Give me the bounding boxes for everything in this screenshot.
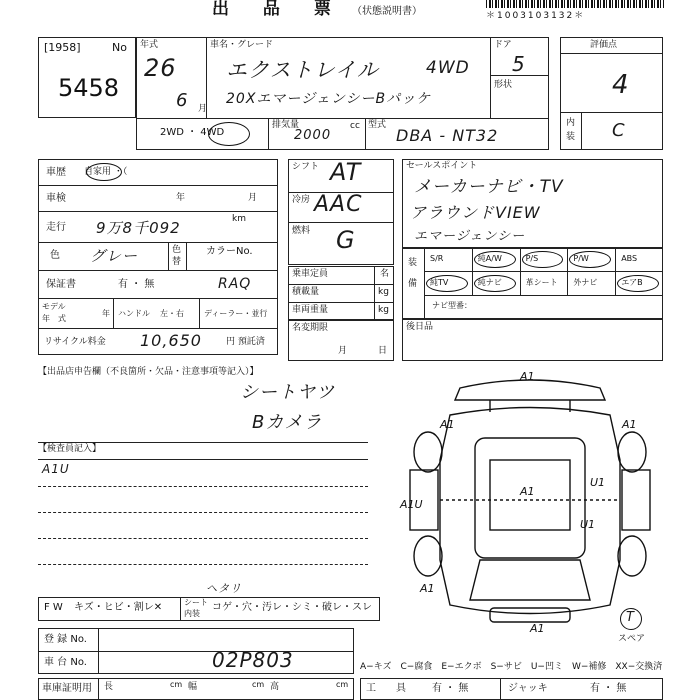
- shape-label: 形状: [494, 80, 513, 90]
- equip-row1-item-2: P/S: [525, 254, 539, 263]
- equip-row2-item-3: 外ナビ: [573, 278, 598, 287]
- displacement-value: 2000: [294, 128, 332, 143]
- displacement-label: 排気量: [272, 120, 300, 130]
- car-cabin: [475, 438, 585, 558]
- details-box: [38, 159, 278, 355]
- wheel-front-left: [414, 536, 442, 576]
- seat-label-2: 内装: [184, 609, 200, 618]
- damage-mark-8: A1: [530, 622, 545, 635]
- fuel-value: G: [336, 226, 356, 254]
- mileage-unit: km: [232, 214, 246, 224]
- inspector-label: 【検査員記入】: [38, 444, 102, 454]
- sales-line-1: メーカーナビ・TV: [414, 177, 564, 197]
- drive-options: 2WD ・ 4WD: [160, 127, 225, 138]
- drive-value: 4WD: [426, 58, 470, 78]
- navi-model-label: ナビ型番：: [432, 301, 472, 310]
- later-box: [402, 319, 663, 361]
- color-change-2: 替: [172, 257, 182, 267]
- seat-label-1: シート: [184, 598, 208, 607]
- equipment-label-1: 装: [408, 258, 418, 268]
- equip-row1-item-0: S/R: [430, 254, 444, 263]
- warranty-options: 有 ・ 無: [118, 279, 155, 290]
- seat-text: コゲ・穴・汚レ・シミ・破レ・スレ: [212, 602, 372, 613]
- barcode-bars: [486, 0, 664, 8]
- color-no-value: RAQ: [218, 276, 252, 292]
- car-roof-rear: [455, 380, 605, 400]
- recycle-value: 10,650: [140, 331, 202, 350]
- later-label: 後日品: [406, 322, 434, 332]
- fuel-label: 燃料: [292, 226, 311, 236]
- damage-mark-3: A1U: [400, 498, 423, 511]
- equip-row1-item-circle-1: [474, 251, 516, 268]
- equip-row1-item-4: ABS: [621, 254, 638, 263]
- notes-line-2: Bカメラ: [252, 412, 323, 433]
- equip-row2-item-2: 革シート: [525, 278, 558, 287]
- warranty-label: 保証書: [46, 279, 76, 290]
- capacity-label: 乗車定員: [292, 269, 329, 279]
- recycle-label: リサイクル料金: [44, 337, 106, 347]
- color-no-label: カラーNo.: [206, 246, 253, 257]
- model-code: DBA - NT32: [396, 126, 499, 145]
- capacity-unit: 名: [380, 269, 390, 279]
- damage-mark-6: U1: [590, 476, 606, 489]
- damage-mark-7: A1: [420, 582, 435, 595]
- doors-value: 5: [512, 52, 526, 76]
- damage-mark-2: A1: [622, 418, 637, 431]
- year-label: 年式: [140, 40, 159, 50]
- sales-line-2: アラウンドVIEW: [410, 203, 541, 222]
- model-year-year: 年: [102, 309, 110, 318]
- jack-label: ジャッキ: [508, 683, 548, 694]
- name-label: 車名・グレード: [210, 40, 274, 50]
- cert-height: 高: [270, 682, 280, 692]
- color-label: 色: [50, 250, 60, 261]
- car-damage-diagram: [380, 360, 680, 640]
- interior-label-1: 内: [566, 118, 576, 128]
- registration-label: 登 録 No.: [44, 634, 87, 645]
- recycle-unit: 円 預託済: [226, 337, 265, 347]
- color-change-1: 色: [172, 245, 182, 255]
- wheel-rear-left: [414, 432, 442, 472]
- interior-value: C: [612, 120, 626, 141]
- load-label: 積載量: [292, 287, 320, 297]
- cert-width-unit: cm: [252, 680, 265, 689]
- ac-label: 冷房: [292, 195, 311, 205]
- damage-mark-1: A1: [440, 418, 455, 431]
- bumper-front: [490, 608, 570, 622]
- model-label: 型式: [368, 120, 387, 130]
- equip-row2-item-1: 純ナビ: [477, 278, 502, 287]
- shift-value: AT: [330, 158, 362, 186]
- drive-circle: [208, 122, 250, 146]
- spare-symbol: T: [626, 610, 635, 625]
- lot-number: 5458: [58, 74, 120, 102]
- inspection-label: 車検: [46, 193, 66, 204]
- equip-row2-item-circle-1: [474, 275, 516, 292]
- score-value: 4: [612, 70, 630, 100]
- notes-label: 【出品店申告欄（不良箇所・欠品・注意事項等記入）】: [38, 367, 259, 377]
- jack-options: 有 ・ 無: [590, 683, 627, 694]
- damage-mark-5: U1: [580, 518, 596, 531]
- weight-label: 車両重量: [292, 305, 329, 315]
- chassis-label: 車 台 No.: [44, 657, 87, 668]
- model-year-label-2: 年 式: [42, 314, 66, 323]
- car-name: エクストレイル: [226, 58, 379, 82]
- weight-unit: kg: [378, 305, 389, 315]
- damage-mark-4: A1: [520, 485, 535, 498]
- interior-label-2: 装: [566, 132, 576, 142]
- history-circle: [86, 163, 122, 181]
- rename-month: 月: [338, 346, 348, 356]
- cc-unit: cc: [350, 121, 360, 131]
- color-value: グレー: [90, 247, 139, 265]
- door-label: ドア: [494, 40, 512, 50]
- tool-options: 有 ・ 無: [432, 683, 469, 694]
- grade-value: 20XエマージェンシーBパッケ: [226, 91, 432, 107]
- fw-extra: ヘタリ: [206, 582, 242, 595]
- model-year-label-1: モデル: [42, 302, 66, 311]
- cert-label: 車庫証明用: [42, 683, 92, 694]
- cert-height-unit: cm: [336, 680, 349, 689]
- car-hood: [470, 560, 590, 600]
- shift-label: シフト: [292, 162, 320, 172]
- dealer-label: ディーラー・並行: [204, 309, 268, 318]
- lot-no-label: No: [112, 41, 127, 54]
- cert-width: 幅: [188, 682, 198, 692]
- sales-label: セールスポイント: [406, 161, 478, 171]
- ac-value: AAC: [314, 192, 363, 217]
- damage-legend: A−キズ C−腐食 E−エクボ S−サビ U−凹ミ W−補修 XX−交換済: [360, 662, 663, 672]
- equip-row2-item-4: エアB: [621, 278, 643, 287]
- sales-line-3: エマージェンシー: [414, 229, 526, 244]
- equipment-label-2: 備: [408, 279, 418, 289]
- spare-label: スペア: [618, 634, 646, 644]
- history-label: 車歴: [46, 167, 66, 178]
- mileage-label: 走行: [46, 222, 66, 233]
- score-label: 評価点: [590, 40, 618, 50]
- history-options: 自家用 ・（: [84, 167, 128, 177]
- tool-label: 工 具: [366, 683, 406, 694]
- year-value: 26: [144, 54, 177, 82]
- handle-options: 左・右: [160, 309, 184, 318]
- cert-length: 長: [104, 682, 114, 692]
- form-subtitle: （状態説明書）: [352, 6, 422, 17]
- rename-day: 日: [378, 346, 388, 356]
- door-rear-right: [622, 470, 650, 530]
- cert-length-unit: cm: [170, 680, 183, 689]
- equip-row1-item-1: 純A/W: [477, 254, 502, 263]
- month-unit: 月: [198, 104, 208, 114]
- inspection-year-unit: 年: [176, 193, 186, 203]
- form-title: 出 品 票: [212, 0, 345, 19]
- equip-row1-item-circle-2: [522, 251, 564, 268]
- damage-mark-0: A1: [520, 370, 535, 383]
- inspector-note: A1U: [42, 462, 70, 476]
- fw-text: キズ・ヒビ・割レ✕: [74, 602, 163, 613]
- mileage-value: 9万8千092: [96, 219, 181, 237]
- equip-row2-item-0: 純TV: [430, 278, 449, 287]
- load-unit: kg: [378, 287, 389, 297]
- lot-year-tag: [1958]: [44, 41, 81, 54]
- equip-row2-item-circle-0: [426, 275, 468, 292]
- barcode-number: ＊1003103132＊: [486, 11, 586, 21]
- handle-label: ハンドル: [118, 309, 150, 318]
- month-value: 6: [176, 90, 189, 111]
- chassis-value: 02P803: [212, 648, 294, 672]
- fw-label: F W: [44, 602, 63, 613]
- equip-row1-item-circle-3: [569, 251, 611, 268]
- wheel-front-right: [618, 536, 646, 576]
- notes-line-1: シートヤツ: [240, 382, 335, 403]
- rename-label: 名変期限: [292, 323, 329, 333]
- inspection-month-unit: 月: [248, 193, 258, 203]
- wheel-rear-right: [618, 432, 646, 472]
- equip-row2-item-circle-4: [617, 275, 659, 292]
- equip-row1-item-3: P/W: [573, 254, 589, 263]
